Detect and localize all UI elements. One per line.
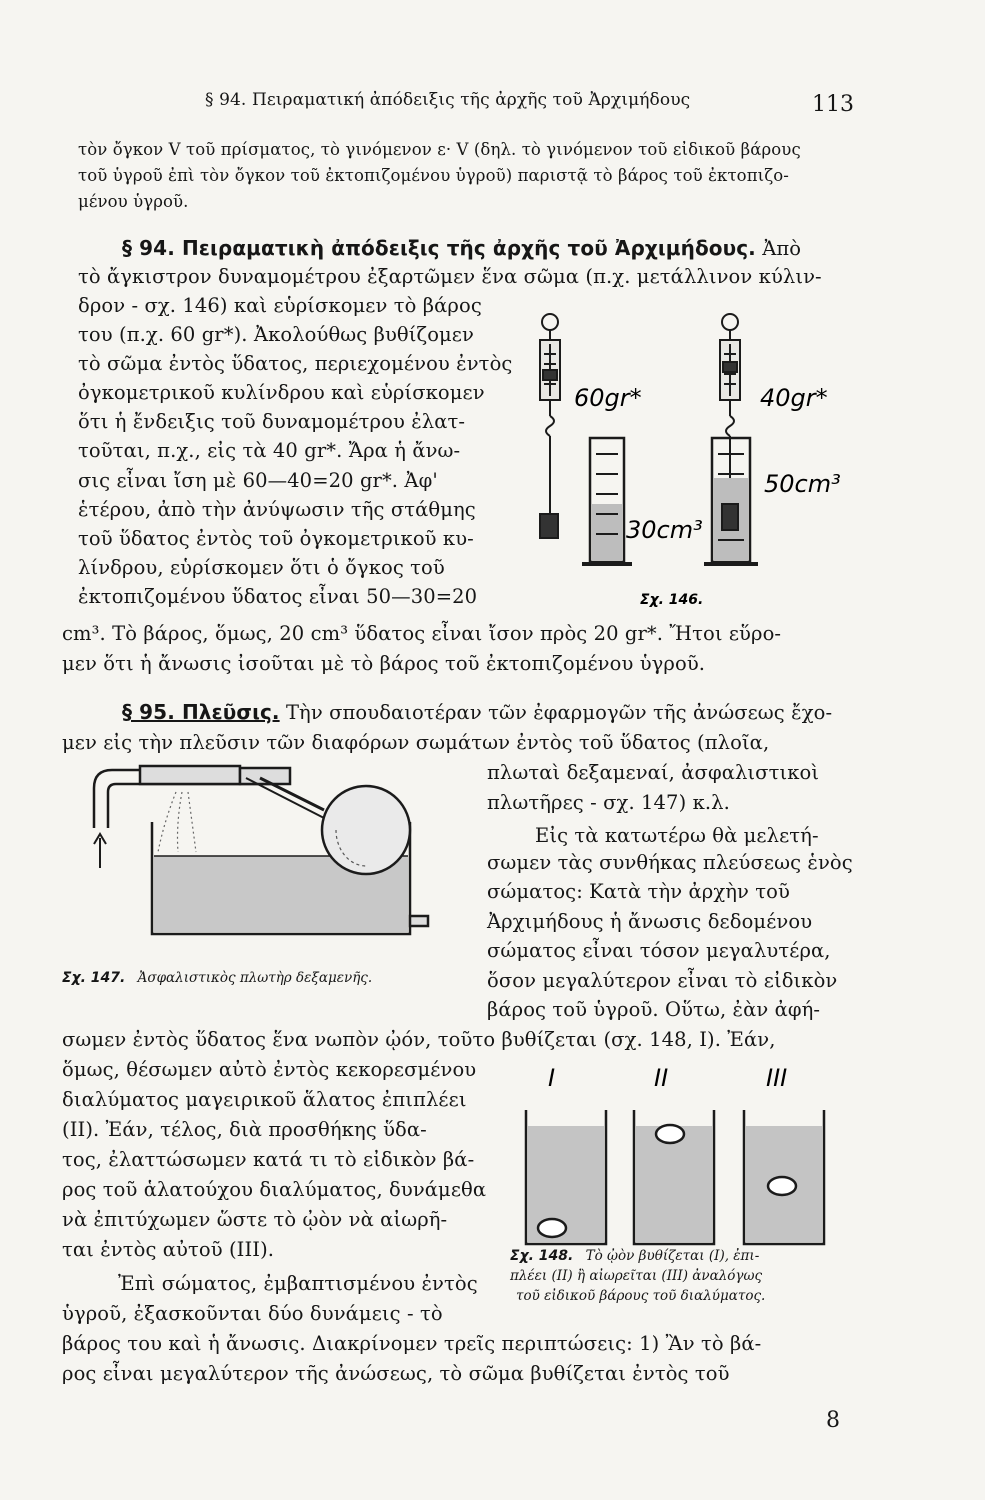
text-line: ὀγκομετρικοῦ κυλίνδρου καὶ εὑρίσκομεν bbox=[78, 381, 485, 404]
text-line: τος, ἐλαττώσωμεν κατά τι τὸ εἰδικὸν βά- bbox=[62, 1148, 475, 1171]
figure-148 bbox=[510, 1064, 850, 1250]
fig148-label-2: II bbox=[654, 1064, 669, 1092]
fig146-weight-label-1: 60gr* bbox=[574, 384, 642, 412]
text-line: Εἰς τὰ κατωτέρω θὰ μελετή- bbox=[535, 824, 819, 847]
fig146-volume-label-1: 30cm³ bbox=[626, 516, 703, 544]
text-line: βάρος του καὶ ἡ ἄνωσις. Διακρίνομεν τρεῖς περιπτώσεις: 1) Ἂν τὸ βά- bbox=[62, 1332, 762, 1355]
text-line: διαλύματος μαγειρικοῦ ἅλατος ἐπιπλέει bbox=[62, 1088, 467, 1111]
text-line: σώματος εἶναι τόσον μεγαλυτέρα, bbox=[487, 939, 831, 962]
fig148-label-3: III bbox=[766, 1064, 788, 1092]
fig148-caption-line-1 bbox=[510, 1248, 759, 1264]
text-line: πλωταὶ δεξαμεναί, ἀσφαλιστικοὶ bbox=[487, 761, 820, 784]
text-line: cm³. Τὸ βάρος, ὅμως, 20 cm³ ὕδατος εἶναι ἴσον πρὸς 20 gr*. Ἤτοι εὕρο- bbox=[62, 622, 782, 645]
text-line: τὸ σῶμα ἐντὸς ὕδατος, περιεχομένου ἐντὸς bbox=[78, 352, 513, 375]
fig148-caption-line-2: πλέει (II) ἢ αἰωρεῖται (III) ἀναλόγως bbox=[510, 1268, 763, 1284]
section-94-heading bbox=[122, 236, 801, 261]
text-line: τοῦται, π.χ., εἰς τὰ 40 gr*. Ἄρα ἡ ἄνω- bbox=[78, 439, 461, 462]
text-line: ρος εἶναι μεγαλύτερον τῆς ἀνώσεως, τὸ σῶμα βυθίζεται ἐντὸς τοῦ bbox=[62, 1362, 730, 1385]
fig148-caption-text: Τὸ ᾠὸν βυθίζεται (I), ἐπι- bbox=[585, 1248, 760, 1264]
page-number: 113 bbox=[812, 92, 854, 117]
text-line: ἐκτοπιζομένου ὕδατος εἶναι 50—30=20 bbox=[78, 585, 478, 608]
text-line: σώματος: Κατὰ τὴν ἀρχὴν τοῦ bbox=[487, 880, 790, 903]
text-line: ρος τοῦ ἁλατούχου διαλύματος, δυνάμεθα bbox=[62, 1178, 487, 1201]
fig147-caption-text: Ἀσφαλιστικὸς πλωτὴρ δεξαμενῆς. bbox=[137, 970, 373, 986]
text-line: μεν εἰς τὴν πλεῦσιν τῶν διαφόρων σωμάτων ἐντὸς τοῦ ὕδατος (πλοῖα, bbox=[62, 731, 770, 754]
figure-146 bbox=[520, 308, 865, 628]
signature-number: 8 bbox=[826, 1408, 840, 1433]
text-line: ὅμως, θέσωμεν αὐτὸ ἐντὸς κεκορεσμένου bbox=[62, 1058, 477, 1081]
text-line: δρον - σχ. 146) καὶ εὑρίσκομεν τὸ βάρος bbox=[78, 294, 482, 317]
text-line: τὸν ὄγκον V τοῦ πρίσματος, τὸ γινόμενον ε· V (δηλ. τὸ γινόμενον τοῦ εἰδικοῦ βάρους bbox=[78, 140, 801, 159]
section-95-title: § 95. Πλεῦσις. bbox=[122, 700, 280, 724]
text-line: τοῦ ὕδατος ἐντὸς τοῦ ὀγκομετρικοῦ κυ- bbox=[78, 527, 474, 550]
text-line: μεν ὅτι ἡ ἄνωσις ἰσοῦται μὲ τὸ βάρος τοῦ ἐκτοπιζομένου ὑγροῦ. bbox=[62, 652, 706, 675]
section-95-heading bbox=[122, 700, 832, 725]
text-line: τὸ ἄγκιστρον δυναμομέτρου ἐξαρτῶμεν ἕνα σῶμα (π.χ. μετάλλινον κύλιν- bbox=[78, 265, 822, 288]
text-line: ὅσον μεγαλύτερον εἶναι τὸ εἰδικὸν bbox=[487, 969, 838, 992]
section-94-title: § 94. Πειραματικὴ ἀπόδειξις τῆς ἀρχῆς τοῦ Ἀρχιμήδους. bbox=[122, 236, 756, 260]
fig147-caption bbox=[62, 970, 372, 986]
fig147-caption-number: Σχ. 147. bbox=[62, 970, 126, 986]
text-line: ὑγροῦ, ἐξασκοῦνται δύο δυνάμεις - τὸ bbox=[62, 1302, 443, 1325]
text-line: σωμεν ἐντὸς ὕδατος ἕνα νωπὸν ᾠόν, τοῦτο βυθίζεται (σχ. 148, I). Ἐάν, bbox=[62, 1028, 776, 1051]
fig146-caption: Σχ. 146. bbox=[640, 592, 704, 608]
text-line: τοῦ ὑγροῦ ἐπὶ τὸν ὄγκον τοῦ ἐκτοπιζομένου ὑγροῦ) παριστᾷ τὸ βάρος τοῦ ἐκτοπιζο- bbox=[78, 166, 789, 185]
text-line: πλωτῆρες - σχ. 147) κ.λ. bbox=[487, 791, 730, 814]
figure-147 bbox=[80, 758, 450, 958]
text-line: ἑτέρου, ἀπὸ τὴν ἀνύψωσιν τῆς στάθμης bbox=[78, 498, 476, 521]
text-line: Ἀρχιμήδους ἡ ἄνωσις δεδομένου bbox=[487, 910, 813, 933]
fig148-caption-number: Σχ. 148. bbox=[510, 1248, 574, 1264]
text-span: Τὴν σπουδαιοτέραν τῶν ἐφαρμογῶν τῆς ἀνώσεως ἔχο- bbox=[285, 701, 833, 724]
text-line: σις εἶναι ἴση μὲ 60—40=20 gr*. Ἀφ' bbox=[78, 469, 438, 492]
fig148-caption-line-3: τοῦ εἰδικοῦ βάρους τοῦ διαλύματος. bbox=[516, 1288, 766, 1304]
text-line: σωμεν τὰς συνθήκας πλεύσεως ἑνὸς bbox=[487, 851, 853, 874]
text-line: Ἐπὶ σώματος, ἐμβαπτισμένου ἐντὸς bbox=[118, 1272, 478, 1295]
fig146-weight-label-2: 40gr* bbox=[760, 384, 828, 412]
text-line: του (π.χ. 60 gr*). Ἀκολούθως βυθίζομεν bbox=[78, 323, 474, 346]
fig148-label-1: I bbox=[548, 1064, 556, 1092]
text-line: βάρος τοῦ ὑγροῦ. Οὕτω, ἐὰν ἀφή- bbox=[487, 998, 821, 1021]
text-line: λίνδρου, εὑρίσκομεν ὅτι ὁ ὄγκος τοῦ bbox=[78, 556, 445, 579]
text-line: ται ἐντὸς αὐτοῦ (III). bbox=[62, 1238, 275, 1261]
fig146-volume-label-2: 50cm³ bbox=[764, 470, 841, 498]
text-line: μένου ὑγροῦ. bbox=[78, 192, 189, 211]
text-line: (II). Ἐάν, τέλος, διὰ προσθήκης ὕδα- bbox=[62, 1118, 427, 1141]
text-span: Ἀπὸ bbox=[762, 237, 802, 260]
running-header: § 94. Πειραματική ἀπόδειξις τῆς ἀρχῆς τοῦ Ἀρχιμήδους bbox=[205, 90, 691, 110]
text-line: ὅτι ἡ ἔνδειξις τοῦ δυναμομέτρου ἐλατ- bbox=[78, 410, 466, 433]
text-line: νὰ ἐπιτύχωμεν ὥστε τὸ ᾠὸν νὰ αἰωρῆ- bbox=[62, 1208, 448, 1231]
